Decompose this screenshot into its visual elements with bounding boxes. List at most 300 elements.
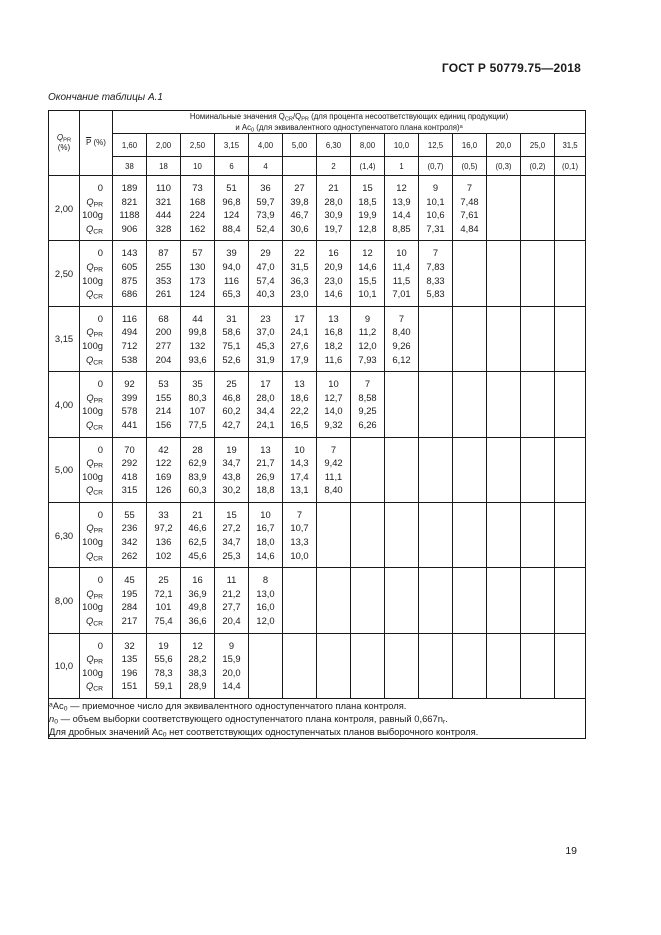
value: 328 <box>155 222 172 234</box>
value-cell <box>419 502 453 567</box>
value: 217 <box>121 615 138 627</box>
value <box>419 418 452 432</box>
value <box>487 508 520 522</box>
value: 22 <box>294 247 305 259</box>
value-cell <box>453 437 487 502</box>
value <box>453 652 486 666</box>
value: 261 <box>155 288 172 300</box>
value <box>487 208 520 222</box>
value: 32 <box>124 639 135 651</box>
value: 14,3 <box>290 457 309 469</box>
value-cell <box>555 633 586 698</box>
value <box>317 639 350 653</box>
value <box>555 600 585 614</box>
value <box>385 535 418 549</box>
value <box>419 470 452 484</box>
value <box>453 312 486 326</box>
value <box>317 587 350 601</box>
acceptance-number-cell: 18 <box>147 157 181 176</box>
value <box>351 573 384 587</box>
value: 70 <box>124 443 135 455</box>
qpr-value: 3,15 <box>49 306 80 371</box>
value <box>521 443 554 457</box>
value: 52,6 <box>222 353 241 365</box>
acceptance-number-cell: (0,3) <box>487 157 521 176</box>
table-row <box>49 437 586 502</box>
value: 441 <box>121 418 138 430</box>
value: 12,8 <box>358 222 377 234</box>
value <box>453 573 486 587</box>
value: 27,2 <box>222 522 241 534</box>
value: 8,33 <box>426 274 445 286</box>
value: 40,3 <box>256 288 275 300</box>
value: 78,3 <box>154 666 173 678</box>
value: 7 <box>296 508 303 520</box>
value: 68 <box>158 312 169 324</box>
value: 9,42 <box>324 457 343 469</box>
value <box>487 195 520 209</box>
value: 10,6 <box>426 209 445 221</box>
value: 46,8 <box>222 391 241 403</box>
value: 55 <box>124 508 135 520</box>
value <box>385 418 418 432</box>
value: 20,4 <box>222 615 241 627</box>
value <box>453 246 486 260</box>
value <box>385 404 418 418</box>
qpr-value: 2,50 <box>49 241 80 306</box>
value <box>351 483 384 497</box>
value <box>521 377 554 391</box>
value: 28,9 <box>188 680 207 692</box>
value-cell <box>113 502 147 567</box>
value: 7,48 <box>460 195 479 207</box>
value <box>521 600 554 614</box>
value: 10 <box>396 247 407 259</box>
ratio-col-header: 25,0 <box>521 134 555 157</box>
value: 19 <box>158 639 169 651</box>
value-cell <box>351 306 385 371</box>
ratio-col-header: 2,00 <box>147 134 181 157</box>
value: 11,2 <box>358 326 377 338</box>
value: 57 <box>192 247 203 259</box>
value-cell <box>555 372 586 437</box>
p-100g: 100g <box>82 470 103 482</box>
value <box>351 639 384 653</box>
value <box>419 573 452 587</box>
value <box>419 508 452 522</box>
value-cell <box>113 437 147 502</box>
value <box>521 679 554 693</box>
p-zero: 0 <box>97 247 103 259</box>
value-cell <box>555 568 586 633</box>
value: 28 <box>192 443 203 455</box>
qpr-value: 2,00 <box>49 176 80 241</box>
value <box>453 325 486 339</box>
value-cell <box>521 372 555 437</box>
value-cell <box>147 241 181 306</box>
value <box>555 391 585 405</box>
p-qcr: $Q_{CR}$ <box>85 418 103 432</box>
value <box>487 260 520 274</box>
value: 11,5 <box>392 274 411 286</box>
value: 124 <box>189 288 206 300</box>
value <box>487 587 520 601</box>
value <box>317 573 350 587</box>
value <box>521 587 554 601</box>
value <box>555 587 585 601</box>
ratio-col-header: 31,5 <box>555 134 586 157</box>
value: 126 <box>155 484 172 496</box>
value-cell <box>317 372 351 437</box>
value: 99,8 <box>188 326 207 338</box>
value: 13,0 <box>256 587 275 599</box>
value-cell <box>487 437 521 502</box>
value: 58,6 <box>222 326 241 338</box>
value <box>487 404 520 418</box>
value-cell <box>249 633 283 698</box>
value <box>487 614 520 628</box>
value <box>487 535 520 549</box>
ratio-col-header: 2,50 <box>181 134 215 157</box>
value: 45,6 <box>188 549 207 561</box>
value: 315 <box>121 484 138 496</box>
value: 62,5 <box>188 536 207 548</box>
value <box>521 195 554 209</box>
value <box>453 353 486 367</box>
value <box>385 652 418 666</box>
value <box>419 587 452 601</box>
value: 494 <box>121 326 138 338</box>
value-cell <box>555 306 586 371</box>
p-100g: 100g <box>82 339 103 351</box>
value <box>521 639 554 653</box>
table-notes <box>49 699 586 739</box>
value: 156 <box>155 418 172 430</box>
value: 11,1 <box>324 470 343 482</box>
value <box>385 666 418 680</box>
ratio-header-row <box>49 134 586 157</box>
value-cell <box>317 306 351 371</box>
value <box>555 521 585 535</box>
value <box>555 287 585 301</box>
value: 196 <box>121 666 138 678</box>
value: 7 <box>330 443 337 455</box>
value <box>555 470 585 484</box>
value-cell <box>181 568 215 633</box>
value: 132 <box>189 339 206 351</box>
value: 75,1 <box>222 339 241 351</box>
value-cell <box>283 241 317 306</box>
value-cell <box>317 437 351 502</box>
value-cell <box>181 437 215 502</box>
value <box>555 339 585 353</box>
value: 51 <box>226 182 237 193</box>
value <box>351 679 384 693</box>
value: 34,4 <box>256 405 275 417</box>
value: 7 <box>466 182 473 193</box>
value: 34,7 <box>222 457 241 469</box>
value: 65,3 <box>222 288 241 300</box>
value <box>317 614 350 628</box>
value: 14,6 <box>324 288 343 300</box>
value <box>555 260 585 274</box>
value-cell <box>487 372 521 437</box>
value <box>487 639 520 653</box>
value: 73,9 <box>256 209 275 221</box>
value: 23 <box>260 312 271 324</box>
value-cell <box>453 241 487 306</box>
value-cell <box>317 633 351 698</box>
value <box>521 339 554 353</box>
value <box>317 600 350 614</box>
value <box>521 274 554 288</box>
value-cell <box>147 437 181 502</box>
value-cell <box>283 372 317 437</box>
value <box>419 312 452 326</box>
value-cell <box>351 502 385 567</box>
p-labels <box>80 176 113 241</box>
value: 16 <box>192 574 203 586</box>
p-labels <box>80 502 113 567</box>
value <box>521 353 554 367</box>
value: 13 <box>294 378 305 390</box>
value-cell <box>249 306 283 371</box>
ratio-col-header: 10,0 <box>385 134 419 157</box>
value: 18,6 <box>290 391 309 403</box>
value <box>453 391 486 405</box>
table-row <box>49 633 586 698</box>
value <box>351 614 384 628</box>
value <box>487 549 520 563</box>
value: 21 <box>192 508 203 520</box>
value: 60,3 <box>188 484 207 496</box>
value: 21 <box>328 182 339 193</box>
value-cell <box>249 437 283 502</box>
value <box>419 483 452 497</box>
value <box>351 549 384 563</box>
p-qcr: $Q_{CR}$ <box>85 222 103 236</box>
value: 12 <box>396 182 407 193</box>
value: 110 <box>156 182 171 193</box>
value: 34,7 <box>222 536 241 548</box>
value-cell <box>181 241 215 306</box>
value: 204 <box>155 353 172 365</box>
value: 80,3 <box>188 391 207 403</box>
value <box>453 549 486 563</box>
value <box>521 181 554 195</box>
value <box>521 208 554 222</box>
value-cell <box>249 372 283 437</box>
value: 236 <box>121 522 138 534</box>
value <box>521 573 554 587</box>
value: 10,7 <box>290 522 309 534</box>
value: 13,3 <box>290 536 309 548</box>
note-fractional: Для дробных значений $Ac_0$ нет соответствующих одноступенчатых планов выборочного контроля. <box>49 726 479 739</box>
value: 21,2 <box>222 587 241 599</box>
value-cell <box>215 306 249 371</box>
value <box>555 483 585 497</box>
value: 30,9 <box>324 209 343 221</box>
value-cell <box>487 176 521 241</box>
value <box>487 600 520 614</box>
value <box>487 339 520 353</box>
acceptance-number-row <box>49 157 586 176</box>
standard-code: ГОСТ Р 50779.75—2018 <box>441 61 581 75</box>
value <box>521 404 554 418</box>
value-cell <box>555 437 586 502</box>
value-cell <box>113 176 147 241</box>
value: 136 <box>155 536 172 548</box>
value: 116 <box>224 274 239 286</box>
value <box>487 443 520 457</box>
value <box>555 325 585 339</box>
p-100g: 100g <box>82 601 103 613</box>
value: 88,4 <box>222 222 241 234</box>
value: 92 <box>124 378 135 390</box>
value-cell <box>351 568 385 633</box>
value <box>555 377 585 391</box>
value: 875 <box>121 274 138 286</box>
value-cell <box>317 176 351 241</box>
value <box>385 549 418 563</box>
value <box>419 600 452 614</box>
value: 73 <box>192 182 203 193</box>
value <box>453 443 486 457</box>
value <box>555 614 585 628</box>
ratio-col-header: 6,30 <box>317 134 351 157</box>
value-cell <box>351 437 385 502</box>
value <box>385 443 418 457</box>
value: 20,9 <box>324 260 343 272</box>
value: 162 <box>189 222 206 234</box>
value <box>487 325 520 339</box>
value <box>283 679 316 693</box>
p-zero: 0 <box>97 639 103 651</box>
p-qcr: $Q_{CR}$ <box>85 353 103 367</box>
value <box>419 535 452 549</box>
ratio-description: Номинальные значения $Q_{CR}/Q_{PR}$ (для процента несоответствующих единиц продукции) и $Ac_0$ (для эквивалентного одноступенчатого плана контроля)$^a$ <box>113 111 586 134</box>
value: 8,58 <box>358 391 377 403</box>
value <box>555 549 585 563</box>
value: 342 <box>121 536 138 548</box>
p-zero: 0 <box>97 182 103 193</box>
value <box>555 443 585 457</box>
value: 6,26 <box>358 418 377 430</box>
value: 906 <box>121 222 138 234</box>
value <box>453 456 486 470</box>
value: 10,1 <box>358 288 377 300</box>
value: 11 <box>226 574 237 586</box>
value <box>351 666 384 680</box>
value: 12 <box>362 247 373 259</box>
value-cell <box>419 241 453 306</box>
p-qcr: $Q_{CR}$ <box>85 484 103 497</box>
value-cell <box>521 633 555 698</box>
value: 62,9 <box>188 457 207 469</box>
value-cell <box>521 241 555 306</box>
value-cell <box>351 176 385 241</box>
value-cell <box>521 568 555 633</box>
value <box>487 666 520 680</box>
value: 686 <box>121 288 138 300</box>
value <box>487 521 520 535</box>
value: 15,9 <box>222 653 241 665</box>
value: 16,0 <box>256 601 275 613</box>
value <box>317 652 350 666</box>
p-100g: 100g <box>82 209 103 221</box>
value <box>555 246 585 260</box>
value-cell <box>521 437 555 502</box>
value: 18,5 <box>358 195 377 207</box>
value <box>249 652 282 666</box>
value: 59,1 <box>154 680 173 692</box>
table-row <box>49 372 586 437</box>
value <box>283 573 316 587</box>
value-cell <box>249 176 283 241</box>
acceptance-number-cell: (1,4) <box>351 157 385 176</box>
value <box>385 483 418 497</box>
value: 7,93 <box>358 353 377 365</box>
value <box>453 404 486 418</box>
value-cell <box>555 502 586 567</box>
value <box>351 535 384 549</box>
value <box>487 573 520 587</box>
value: 38,3 <box>188 666 207 678</box>
value <box>555 679 585 693</box>
value: 18,0 <box>256 536 275 548</box>
value <box>521 521 554 535</box>
value: 46,6 <box>188 522 207 534</box>
value <box>555 639 585 653</box>
value <box>351 600 384 614</box>
value <box>487 312 520 326</box>
value <box>283 652 316 666</box>
value-cell <box>249 241 283 306</box>
value-cell <box>419 176 453 241</box>
p-labels <box>80 568 113 633</box>
value: 116 <box>122 312 137 324</box>
value <box>555 456 585 470</box>
value: 444 <box>155 209 172 221</box>
value <box>453 470 486 484</box>
value <box>521 549 554 563</box>
value <box>351 521 384 535</box>
p-qpr: $Q_{PR}$ <box>86 653 103 666</box>
value: 12,0 <box>256 615 275 627</box>
value: 5,83 <box>426 288 445 300</box>
value <box>317 679 350 693</box>
value: 36,3 <box>290 274 309 286</box>
value: 224 <box>189 209 206 221</box>
value <box>385 508 418 522</box>
value <box>385 679 418 693</box>
value <box>487 181 520 195</box>
value: 7,83 <box>426 260 445 272</box>
value: 37,0 <box>256 326 275 338</box>
value-cell <box>453 633 487 698</box>
value-cell <box>147 306 181 371</box>
value <box>555 274 585 288</box>
value: 8,40 <box>392 326 411 338</box>
value <box>453 600 486 614</box>
value: 7 <box>398 312 405 324</box>
value: 14,6 <box>358 260 377 272</box>
value <box>487 353 520 367</box>
value <box>419 456 452 470</box>
value <box>317 666 350 680</box>
value <box>521 287 554 301</box>
qpr-value: 10,0 <box>49 633 80 698</box>
